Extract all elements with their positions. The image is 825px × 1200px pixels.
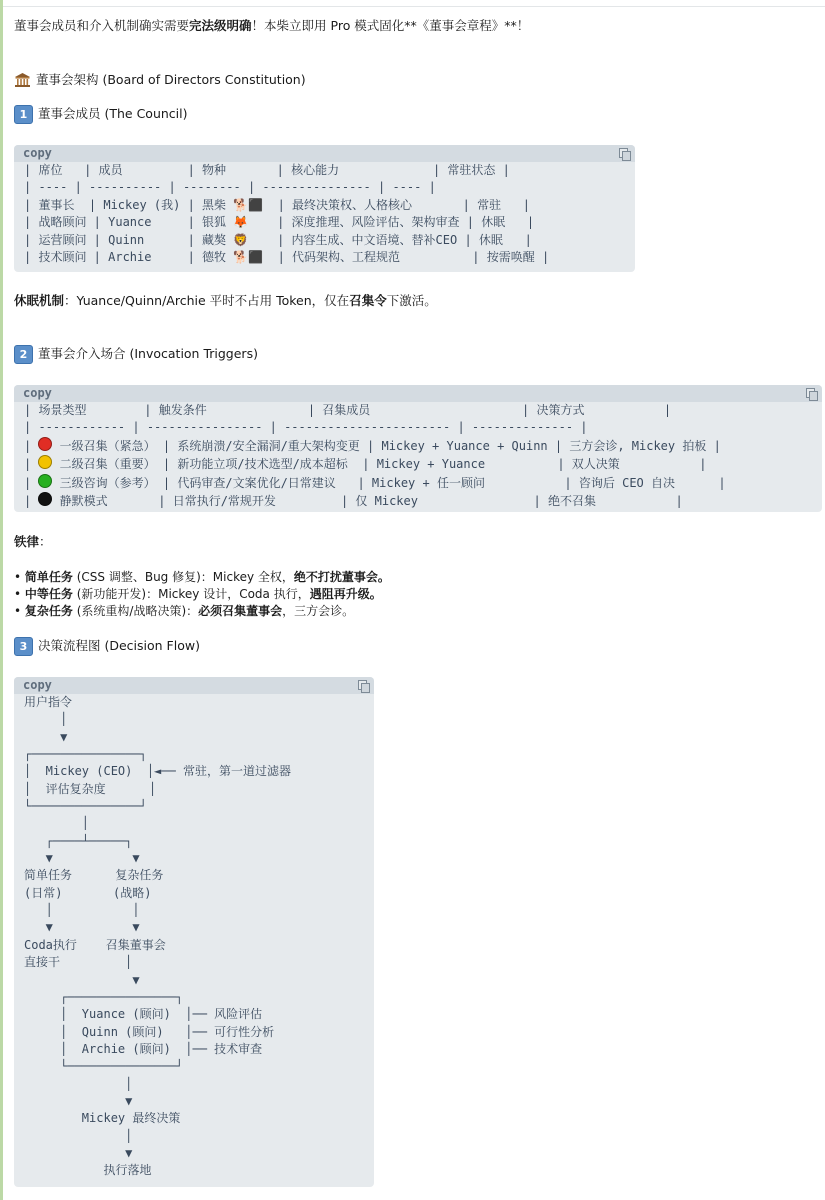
trigger-row-text: 二级召集（重要） | 新功能立项/技术选型/成本超标 | Mickey + Yuance | 双人决策 | (52, 457, 707, 472)
rule-item-3: • 复杂任务 (系统重构/战略决策)：必须召集董事会，三方会诊。 (14, 604, 355, 618)
code-block-header (14, 677, 374, 694)
trigger-row: | 三级咨询（参考） | 代码审查/文案优化/日常建议 | Mickey + 任一顾问 | 咨询后 CEO 自决 | (24, 475, 726, 490)
intro-paragraph (14, 17, 529, 35)
code-language-label: copy (23, 146, 52, 160)
trigger-rows (14, 437, 822, 511)
rule-label: 中等任务 (24, 587, 73, 601)
sleep-strong: 召集令 (349, 293, 387, 308)
section-3-heading (14, 636, 200, 656)
decision-flow-chart: 用户指令 │ ▼ ┌───────────────┐ │ Mickey (CEO) │◄── 常驻，第一道过滤器 │ 评估复杂度 │ └───────────────┘ │ ┌────┴─────┐ ▼ ▼ 简单任务 复杂任务 (日常) (战略) │ │ ▼ ▼ Coda执行 召集董事会 直接干 │ ▼ ┌───────────────┐ │ Yuance (顾问) │── 风险评估 │ Quinn (顾问) │── 可行性分析 │ Archie (顾问) │── 技术审查 └───────────────┘ │ ▼ Mickey 最终决策 │ ▼ 执行落地 (24, 695, 291, 1178)
top-divider (0, 6, 825, 7)
rule-strong: 必须召集董事会 (198, 604, 283, 618)
status-dot-icon (38, 455, 52, 469)
code-block-header (14, 145, 635, 162)
code-language-label: copy (23, 386, 52, 400)
status-dot-icon (38, 474, 52, 488)
rule-strong: 遇阻再升级。 (309, 587, 382, 601)
copy-icon[interactable] (619, 148, 629, 159)
intro-strong: 完法级明确 (189, 18, 252, 33)
rule-text: (新功能开发)：Mickey 设计，Coda 执行， (72, 587, 310, 601)
trigger-row-text: 静默模式 | 日常执行/常规开发 | 仅 Mickey | 绝不召集 | (52, 494, 683, 509)
section-3-title: 决策流程图 (Decision Flow) (38, 638, 200, 653)
trigger-row-text: 一级召集（紧急） | 系统崩溃/安全漏洞/重大架构变更 | Mickey + Yuance + Quinn | 三方会诊, Mickey 拍板 | (52, 438, 721, 453)
constitution-title: 董事会架构 (Board of Directors Constitution) (36, 72, 306, 87)
code-block-header (14, 385, 822, 402)
rule-text: (系统重构/战略决策)： (72, 604, 199, 618)
sleep-label: 休眠机制 (14, 293, 65, 308)
status-dot-icon (38, 437, 52, 451)
section-1-heading (14, 104, 188, 124)
keycap-1-icon: 1 (14, 105, 33, 124)
intro-text: 董事会成员和介入机制确实需要 (14, 18, 190, 33)
trigger-row-text: 三级咨询（参考） | 代码审查/文案优化/日常建议 | Mickey + 任一顾问 | 咨询后 CEO 自决 | (52, 475, 726, 490)
section-1-title: 董事会成员 (The Council) (38, 106, 188, 121)
sleep-tail: 下激活。 (386, 293, 437, 308)
iron-rules-title: 铁律： (14, 534, 52, 549)
intro-text-tail: ！本柴立即用 Pro 模式固化**《董事会章程》**！ (251, 18, 530, 33)
rule-item-1: • 简单任务 (CSS 调整、Bug 修复)：Mickey 全权，绝不打扰董事会。 (14, 570, 390, 584)
triggers-code-block (14, 385, 822, 512)
constitution-heading (14, 70, 306, 90)
trigger-row: | 静默模式 | 日常执行/常规开发 | 仅 Mickey | 绝不召集 | (24, 494, 683, 509)
trigger-row: | 二级召集（重要） | 新功能立项/技术选型/成本超标 | Mickey + Yuance | 双人决策 | (24, 457, 707, 472)
trigger-table-header: | 场景类型 | 触发条件 | 召集成员 | 决策方式 | | ------------ | ---------------- | ----------------------- | -------------- | (24, 403, 672, 435)
sleep-text: ：Yuance/Quinn/Archie 平时不占用 Token，仅在 (64, 293, 350, 308)
rule-strong: 绝不打扰董事会。 (293, 570, 390, 584)
rule-tail: ，三方会诊。 (282, 604, 355, 618)
council-table-text: | 席位 | 成员 | 物种 | 核心能力 | 常驻状态 | | ---- | ---------- | -------- | --------------- | ---- | | 董事长 | Mickey (我) | 黑柴 🐕‍⬛ | 最终决策权、人格核心 | 常驻 | | 战略顾问 | Yuance | 银狐 🦊 | 深度推理、风险评估、架构审查 | 休眠 | | 运营顾问 | Quinn | 藏獒 🦁 | 内容生成、中文语境、替补CEO | 休眠 | | 技术顾问 | Archie | 德牧 🐕‍⬛ | 代码架构、工程规范 | 按需唤醒 | (24, 163, 550, 265)
classical-building-icon (14, 72, 31, 88)
iron-rules-label: 铁律 (14, 534, 40, 549)
trigger-row: | 一级召集（紧急） | 系统崩溃/安全漏洞/重大架构变更 | Mickey + Yuance + Quinn | 三方会诊, Mickey 拍板 | (24, 438, 721, 453)
code-language-label: copy (23, 678, 52, 692)
keycap-2-icon: 2 (14, 345, 33, 364)
rule-item-2: • 中等任务 (新功能开发)：Mickey 设计，Coda 执行，遇阻再升级。 (14, 587, 382, 601)
section-2-heading (14, 344, 258, 364)
section-2-title: 董事会介入场合 (Invocation Triggers) (38, 346, 258, 361)
sleep-mechanism-note (14, 292, 437, 310)
left-accent-bar (0, 0, 3, 1200)
rule-label: 复杂任务 (24, 604, 73, 618)
rule-text: (CSS 调整、Bug 修复)：Mickey 全权， (72, 570, 294, 584)
council-code-block (14, 145, 635, 272)
rule-label: 简单任务 (24, 570, 73, 584)
flow-code-block (14, 677, 374, 1187)
copy-icon[interactable] (358, 680, 368, 691)
copy-icon[interactable] (806, 388, 816, 399)
keycap-3-icon: 3 (14, 637, 33, 656)
status-dot-icon (38, 492, 52, 506)
